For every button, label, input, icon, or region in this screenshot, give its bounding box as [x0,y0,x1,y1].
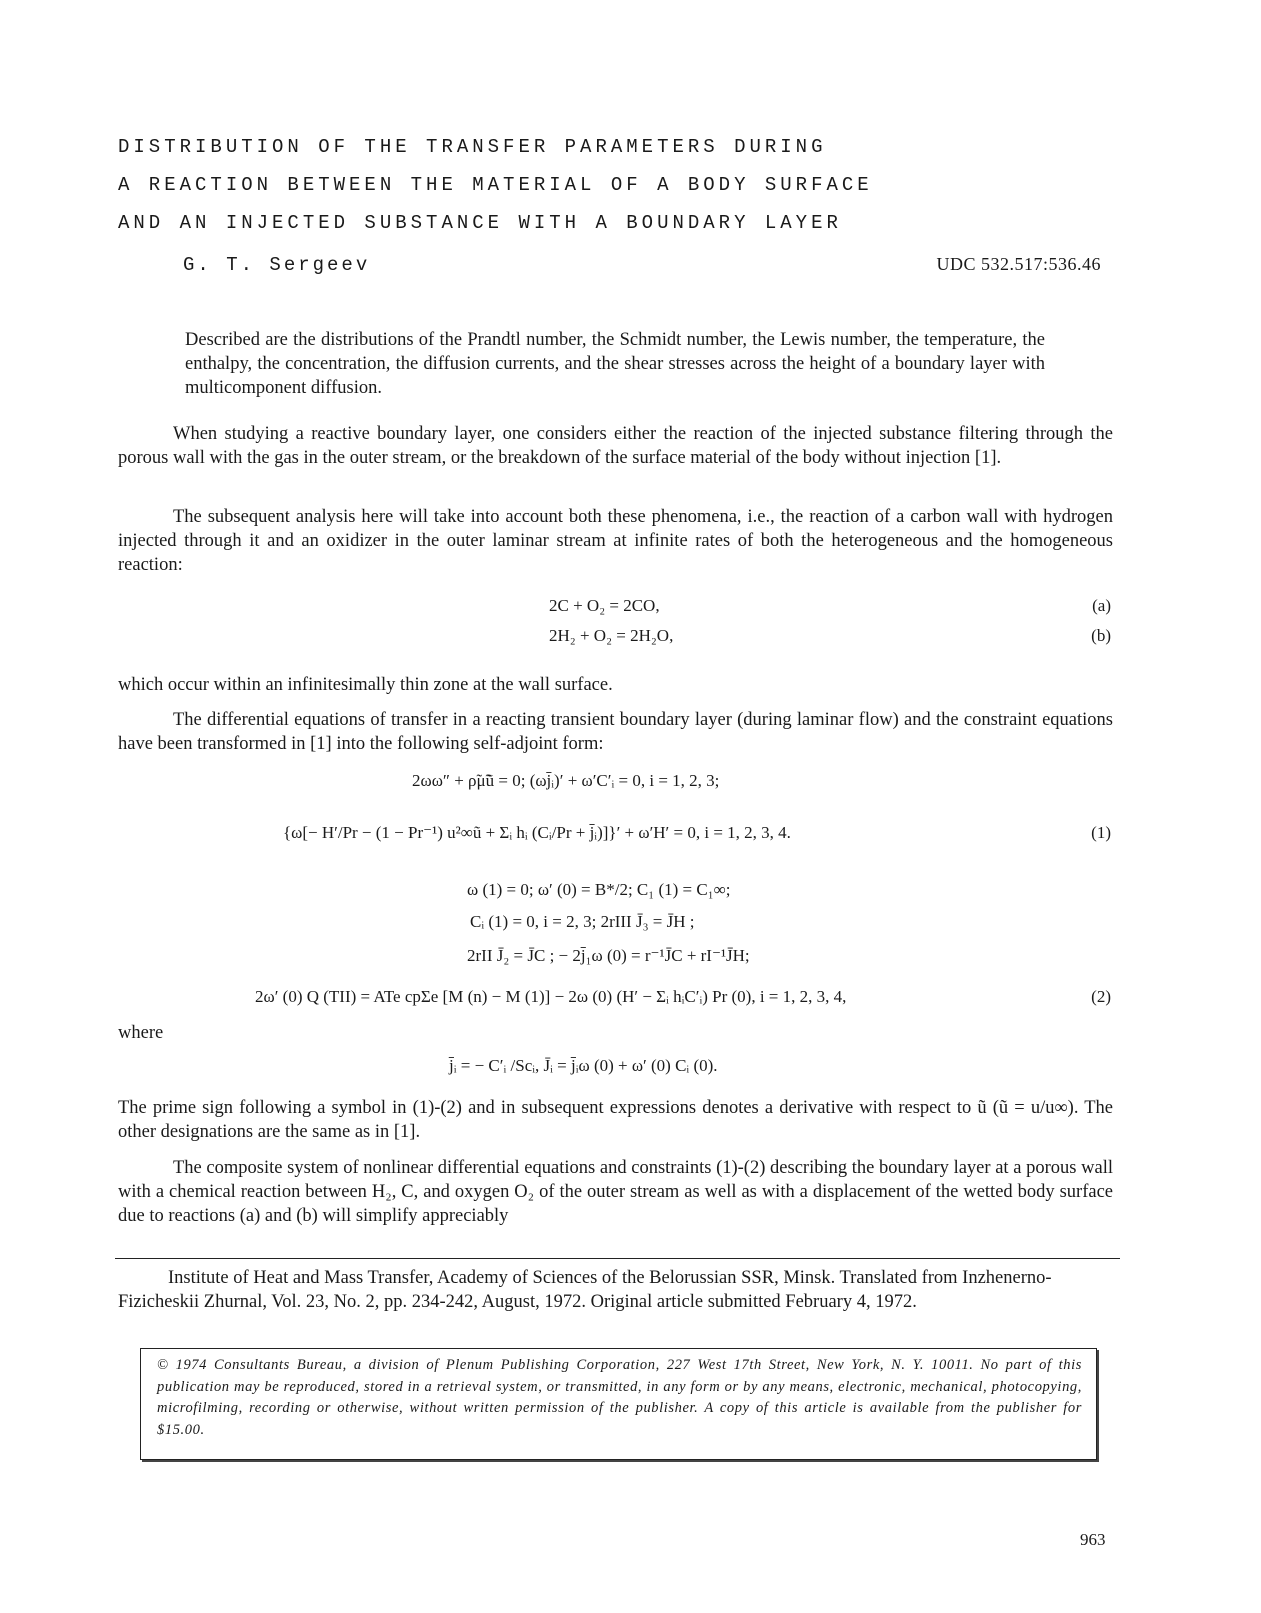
equation-1-line-2: {ω[− H′/Pr − (1 − Pr⁻¹) u²∞ũ + Σᵢ hᵢ (Cᵢ/Pr + j̄ᵢ)]}′ + ω′H′ = 0, i = 1, 2, 3, 4. [283,823,791,842]
equation-2-line-4: 2ω′ (0) Q (TII) = ATe cpΣe [M (n) − M (1)] − 2ω (0) (H′ − Σᵢ hᵢC′ᵢ) Pr (0), i = 1, 2, 3, 4, [255,987,847,1006]
article-title [118,128,1018,242]
title-line-3: AND AN INJECTED SUBSTANCE WITH A BOUNDARY LAYER [118,212,842,234]
copyright-box [140,1348,1097,1460]
equation-2-line-2: Cᵢ (1) = 0, i = 2, 3; 2rIII J̄₃ = J̄H ; [470,912,695,931]
udc-code: UDC 532.517:536.46 [936,254,1101,274]
equation-2-line-1: ω (1) = 0; ω′ (0) = B*/2; C₁ (1) = C₁∞; [467,880,731,899]
paragraph-prime-sign: The prime sign following a symbol in (1)-(2) and in subsequent expressions denotes a derivative with respect to ũ (ũ = u/u∞). The other designations are the same as in [1]. [118,1098,1113,1142]
reaction-b: 2H₂ + O₂ = 2H₂O, [549,626,674,645]
equation-1-line-1: 2ωω″ + ρ̃μ̃ũ = 0; (ωj̄ᵢ)′ + ω′C′ᵢ = 0, i = 1, 2, 3; [412,771,720,790]
title-line-1: DISTRIBUTION OF THE TRANSFER PARAMETERS DURING [118,136,827,158]
reaction-a: 2C + O₂ = 2CO, [549,596,660,615]
footnote-affiliation: Institute of Heat and Mass Transfer, Academy of Sciences of the Belorussian SSR, Minsk. Translated from Inzhenerno-Fizicheskii Zhurnal, Vol. 23, No. 2, pp. 234-242, August, 1972. Original article submitted February 4, 1972. [118,1268,1052,1312]
footnote-divider [115,1258,1120,1259]
equation-2-line-3: 2rII J̄₂ = J̄C ; − 2j̄₁ω (0) = r⁻¹J̄C + rI⁻¹J̄H; [467,946,750,965]
paragraph-thin-zone: which occur within an infinitesimally thin zone at the wall surface. [118,675,613,695]
paragraph-analysis: The subsequent analysis here will take into account both these phenomena, i.e., the reaction of a carbon wall with hydrogen injected through it and an oxidizer in the outer laminar stream at infinite rates of both the heterogeneous and the homogeneous reaction: [118,507,1113,575]
equation-2-label: (2) [1091,987,1111,1006]
reaction-b-label: (b) [1091,626,1111,645]
equation-1-label: (1) [1091,823,1111,842]
reaction-a-label: (a) [1092,596,1111,615]
paragraph-composite-system: The composite system of nonlinear differential equations and constraints (1)-(2) describing the boundary layer at a porous wall with a chemical reaction between H₂, C, and oxygen O₂ of the outer stream as well as with a displacement of the wetted body surface due to reactions (a) and (b) will simplify appreciably [118,1158,1113,1226]
title-line-2: A REACTION BETWEEN THE MATERIAL OF A BODY SURFACE [118,174,873,196]
where-equation: j̄ᵢ = − C′ᵢ /Scᵢ, J̄ᵢ = j̄ᵢω (0) + ω′ (0) Cᵢ (0). [449,1056,718,1075]
author-name: G. T. Sergeev [183,254,371,276]
page-number: 963 [1080,1530,1106,1549]
where-text: where [118,1023,164,1043]
paragraph-intro: When studying a reactive boundary layer, one considers either the reaction of the injected substance filtering through the porous wall with the gas in the outer stream, or the breakdown of the surface material of the body without injection [1]. [118,424,1113,468]
copyright-notice: © 1974 Consultants Bureau, a division of Plenum Publishing Corporation, 227 West 17th Street, New York, N. Y. 10011. No part of this publication may be reproduced, stored in a retrieval system, or transmitted, in any form or by any means, electronic, mechanical, photocopying, microfilming, recording or otherwise, without written permission of the publisher. A copy of this article is available from the publisher for $15.00. [157,1357,1082,1438]
paragraph-differential: The differential equations of transfer in a reacting transient boundary layer (during laminar flow) and the constraint equations have been transformed in [1] into the following self-adjoint form: [118,710,1113,754]
abstract: Described are the distributions of the Prandtl number, the Schmidt number, the Lewis number, the temperature, the enthalpy, the concentration, the diffusion currents, and the shear stresses across the height of a boundary layer with multicomponent diffusion. [185,330,1045,398]
